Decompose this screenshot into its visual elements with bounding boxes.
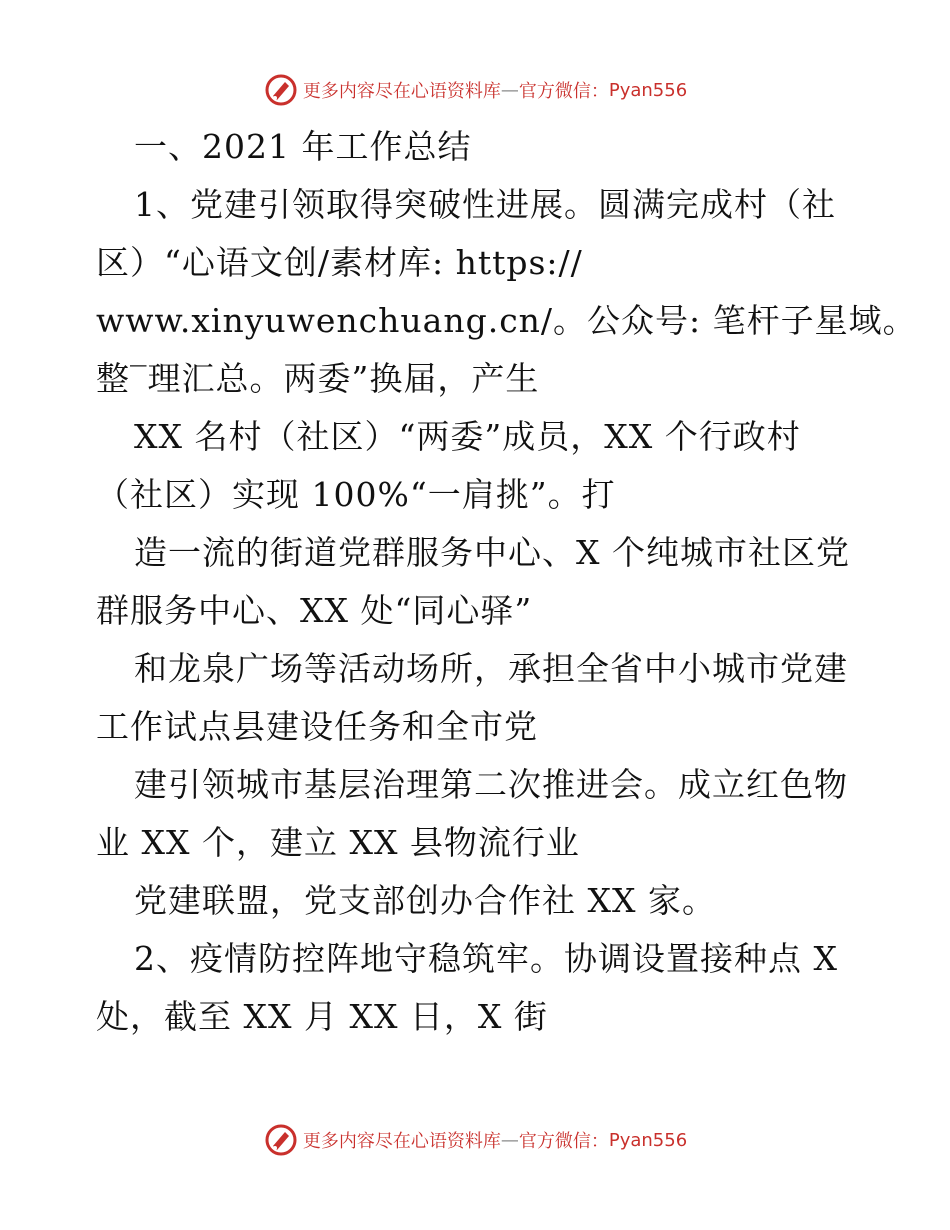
text-line: 处，截至 XX 月 XX 日，X 街 bbox=[96, 997, 548, 1036]
text-line: 建引领城市基层治理第二次推进会。成立红色物 bbox=[134, 765, 848, 804]
banner-dash: — bbox=[500, 1129, 519, 1151]
banner-wechat-id: Pyan556 bbox=[608, 1129, 688, 1151]
text-line: www.xinyuwenchuang.cn/。公众号: 笔杆子星域。 bbox=[96, 301, 917, 340]
text-line: 整‾理汇总。两委”换届，产生 bbox=[96, 359, 540, 398]
pen-circle-logo-icon bbox=[263, 1122, 299, 1158]
banner-main-text: 更多内容尽在心语资料库 bbox=[302, 1131, 501, 1152]
banner-wechat-id: Pyan556 bbox=[608, 79, 688, 101]
banner-main-text: 更多内容尽在心语资料库 bbox=[302, 81, 501, 102]
text-line: 一、2021 年工作总结 bbox=[134, 127, 472, 166]
text-line: 群服务中心、XX 处“同心驿” bbox=[96, 591, 533, 630]
banner-dash: — bbox=[500, 79, 519, 101]
text-line: 和龙泉广场等活动场所，承担全省中小城市党建 bbox=[134, 649, 848, 688]
banner-wechat-label: 官方微信： bbox=[518, 81, 609, 102]
text-line: 2、疫情防控阵地守稳筑牢。协调设置接种点 X bbox=[134, 939, 838, 978]
footer-banner bbox=[0, 1120, 950, 1160]
text-line: 党建联盟，党支部创办合作社 XX 家。 bbox=[134, 881, 716, 920]
text-line: 业 XX 个，建立 XX 县物流行业 bbox=[96, 823, 580, 862]
text-line: 造一流的街道党群服务中心、X 个纯城市社区党 bbox=[134, 533, 850, 572]
text-line: 区）“心语文创/素材库: https:// bbox=[96, 243, 583, 282]
text-line: 1、党建引领取得突破性进展。圆满完成村（社 bbox=[134, 185, 836, 224]
document-body bbox=[96, 118, 917, 1046]
text-line: 工作试点县建设任务和全市党 bbox=[96, 707, 538, 746]
text-line: （社区）实现 100%“一肩挑”。打 bbox=[96, 475, 616, 514]
banner-wechat-label: 官方微信： bbox=[518, 1131, 609, 1152]
pen-circle-logo-icon bbox=[263, 72, 299, 108]
text-line: XX 名村（社区）“两委”成员，XX 个行政村 bbox=[134, 417, 801, 456]
header-banner bbox=[0, 70, 950, 110]
